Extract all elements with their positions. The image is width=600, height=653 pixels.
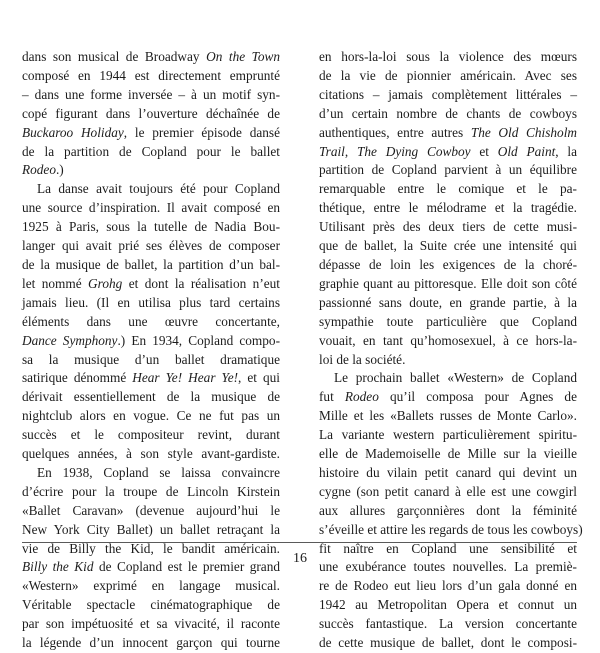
italic-title: Trail [319, 143, 345, 159]
italic-title: Old Paint [497, 143, 556, 159]
text-line [22, 351, 280, 370]
text-line [22, 180, 280, 199]
text-run: partition de Copland parvient à un équilibre [319, 162, 577, 178]
italic-title: On the Town [206, 49, 281, 64]
text-run: let nommé [22, 275, 89, 291]
text-line [319, 388, 577, 407]
text-line [22, 275, 280, 294]
text-line [319, 332, 577, 351]
text-run: citations – jamais complètement littérales – [319, 86, 577, 102]
text-run: .) [55, 162, 64, 178]
italic-title: Rodeo [344, 389, 379, 405]
italic-title: Hear Ye! Hear Ye! [132, 370, 239, 386]
text-run: une source d’inspiration. Il avait composé en [22, 200, 280, 216]
text-line [319, 256, 577, 275]
text-run: 1942 au Metropolitan Opera et connut un [319, 597, 577, 613]
text-line [22, 502, 280, 521]
text-line [22, 124, 280, 143]
text-line [22, 218, 280, 237]
text-run: sa la musique d’un ballet dramatique [22, 351, 280, 367]
text-run: , la [555, 143, 577, 159]
text-run: sympathie toute particulière que Copland [319, 313, 577, 329]
text-line [22, 596, 280, 615]
text-run: loi de la société. [319, 351, 406, 367]
text-run: , le premier épisode dansé [123, 124, 280, 140]
text-run: fit naître en Copland une sensibilité et [319, 540, 577, 556]
text-line [319, 275, 577, 294]
text-run: d’un certain nombre de chants de cowboys [319, 105, 577, 121]
text-line [319, 105, 577, 124]
text-line [22, 256, 280, 275]
text-run: s’éveille et attire les regards de tous les cowboys) [319, 521, 583, 537]
text-run: La variante western particulièrement spiritu- [319, 427, 577, 443]
text-run: En 1938, Copland se laissa convaincre [37, 464, 280, 480]
text-line [22, 634, 280, 653]
text-run: «Ballet Caravan» (devenue aujourd’hui le [22, 502, 280, 518]
text-line [22, 48, 280, 67]
text-line [319, 407, 577, 426]
text-line [22, 67, 280, 86]
text-run: re de Rodeo eut lieu lors d’un gala donné en [319, 578, 577, 594]
text-run: en hors-la-loi sous la violence des mœurs [319, 49, 577, 64]
page-number: 16 [293, 551, 307, 566]
text-line [22, 521, 280, 540]
text-line [22, 426, 280, 445]
text-line [319, 124, 577, 143]
text-line [319, 502, 577, 521]
text-run: vouait, en tant qu’homosexuel, à ce hors-la- [319, 332, 577, 348]
text-run: de cette musique de ballet, dont le composi- [319, 635, 577, 651]
text-run: de la vie de pionnier américain. Avec ses [319, 67, 577, 83]
text-line [22, 105, 280, 124]
text-run: New York City Ballet) un ballet retraçant la [22, 521, 280, 537]
text-run: histoire du vilain petit canard qui devint un [319, 464, 577, 480]
text-line [319, 86, 577, 105]
text-run: composé en 1944 est directement emprunté [22, 67, 280, 83]
text-run: Utilisant près des deux tiers de cette musi- [319, 219, 577, 235]
text-run: copé figurant dans l’ouverture déchaînée de [22, 105, 280, 121]
text-line [319, 313, 577, 332]
italic-title: Billy the Kid [22, 559, 94, 575]
text-line [22, 199, 280, 218]
text-line [22, 483, 280, 502]
text-run: Véritable spectacle cinématographique de [22, 597, 280, 613]
text-run: Mille et les «Ballets russes de Monte Carlo». [319, 408, 577, 424]
text-line [22, 332, 280, 351]
text-line [319, 615, 577, 634]
text-run: graphie quant au pittoresque. Elle doit son côté [319, 275, 577, 291]
text-run: dépasse de loin les exigences de la choré- [319, 256, 577, 272]
text-run: , et qui [238, 370, 280, 386]
text-line [22, 143, 280, 162]
text-line [319, 464, 577, 483]
text-line [319, 577, 577, 596]
text-run: langer qui avait prié ses élèves de composer [22, 238, 280, 254]
text-line [319, 67, 577, 86]
text-line [22, 313, 280, 332]
text-run: nightclub alors en vogue. Ce ne fut pas un [22, 408, 280, 424]
text-run: et dont la réalisation n’eut [122, 275, 280, 291]
text-line [22, 388, 280, 407]
text-line [319, 161, 577, 180]
text-run: jamais lieu. (Il en utilisa plus tard certains [22, 294, 280, 310]
text-run: de la musique de ballet, la partition d’un bal- [22, 256, 280, 272]
text-run: authentiques, entre autres [319, 124, 471, 140]
italic-title: The Dying Cowboy [356, 143, 471, 159]
text-run: cygne (son petit canard à elle est une cowgirl [319, 483, 577, 499]
text-line [319, 596, 577, 615]
text-run: qu’il composa pour Agnes de [378, 389, 577, 405]
text-line [22, 464, 280, 483]
text-line [319, 143, 577, 162]
text-run: thétique, entre le mélodrame et la tragédie. [319, 200, 577, 216]
text-line [22, 86, 280, 105]
text-line [319, 483, 577, 502]
footer-rule [22, 542, 577, 543]
text-run: éléments dans une œuvre concertante, [22, 313, 280, 329]
text-line [22, 407, 280, 426]
text-run: quelques années, à son style avant-gardiste. [22, 446, 280, 462]
text-line [319, 351, 577, 370]
text-line [319, 294, 577, 313]
text-run: une exubérance toutes nouvelles. La premiè- [319, 559, 577, 575]
text-line [319, 218, 577, 237]
text-run: dans son musical de Broadway [22, 49, 207, 64]
text-run: – dans une forme inversée – à un motif syn- [22, 86, 280, 102]
text-line [319, 634, 577, 653]
text-line [319, 237, 577, 256]
italic-title: Dance Symphony [22, 332, 118, 348]
text-run: remarquable entre le comique et le pa- [319, 181, 577, 197]
text-run: «Western» exprimé en langage musical. [22, 578, 280, 594]
text-line [22, 369, 280, 388]
text-line [22, 161, 280, 180]
text-run: dérivait essentiellement de la musique de [22, 389, 280, 405]
text-run: La danse avait toujours été pour Copland [37, 181, 280, 197]
text-run: fut [319, 389, 345, 405]
text-run: , [344, 143, 357, 159]
text-run: succès fantastique. La version concertante [319, 616, 577, 632]
text-run: passionné sans doute, en grande partie, à la [319, 294, 577, 310]
text-run: elle de Mademoiselle de Mille sur la vieille [319, 446, 577, 462]
text-run: succès et le compositeur revint, durant [22, 427, 280, 443]
text-run: et [470, 143, 498, 159]
text-line [319, 180, 577, 199]
text-run: 1925 à Paris, sous la tutelle de Nadia Bou- [22, 219, 280, 235]
text-run: que de ballet, la Suite crée une intensité qui [319, 238, 577, 254]
text-line [319, 521, 583, 540]
italic-title: The Old Chisholm [470, 124, 577, 140]
text-line [319, 445, 577, 464]
text-line [22, 577, 280, 596]
italic-title: Rodeo [22, 162, 56, 178]
text-line [22, 445, 280, 464]
text-run: aux allures garçonnières dont la féminité [319, 502, 577, 518]
text-line [319, 369, 577, 388]
text-run: par son impétuosité et sa vivacité, il raconte [22, 616, 280, 632]
text-run: vie de Billy the Kid, le bandit américain. [22, 540, 280, 556]
text-run: Le prochain ballet «Western» de Copland [334, 370, 577, 386]
text-run: satirique dénommé [22, 370, 133, 386]
text-line [22, 237, 280, 256]
text-line [319, 426, 577, 445]
text-run: d’écrire pour la troupe de Lincoln Kirstein [22, 483, 280, 499]
text-line [319, 48, 577, 67]
text-run: de la partition de Copland pour le ballet [22, 143, 280, 159]
text-run: la légende d’un innocent garçon qui tourne [22, 635, 280, 651]
text-line [22, 294, 280, 313]
italic-title: Buckaroo Holiday [22, 124, 124, 140]
text-line [22, 615, 280, 634]
italic-title: Grohg [88, 275, 123, 291]
text-line [319, 199, 577, 218]
text-run: .) En 1934, Copland compo- [117, 332, 280, 348]
text-run: de Copland est le premier grand [93, 559, 280, 575]
